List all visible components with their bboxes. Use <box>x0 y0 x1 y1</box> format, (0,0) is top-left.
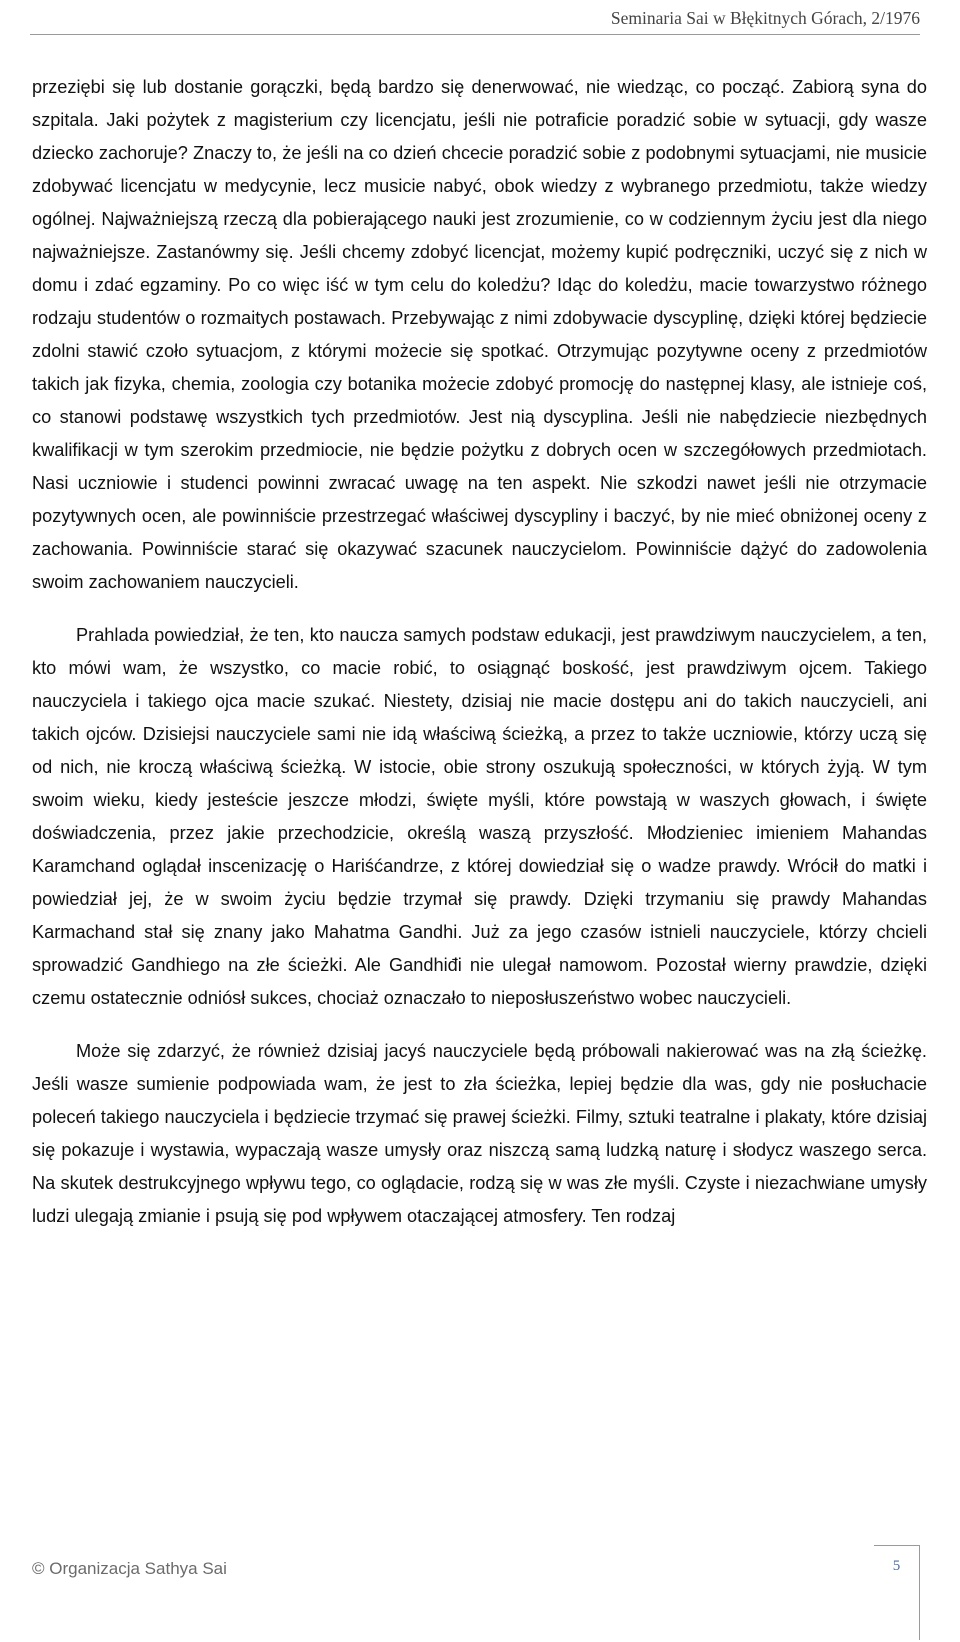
running-header: Seminaria Sai w Błękitnych Górach, 2/1976 <box>610 8 920 28</box>
paragraph-2: Prahlada powiedział, że ten, kto naucza samych podstaw edukacji, jest prawdziwym nauczycielem, a ten, kto mówi wam, że wszystko, co macie robić, to osiągnąć boskość, jest prawdziwym ojcem. Takiego nauczyciela i takiego ojca macie szukać. Niestety, dzisiaj nie macie dostępu ani do takich nauczycieli, ani takich ojców. Dzisiejsi nauczyciele sami nie idą właściwą ścieżką, a przez to także uczniowie, którzy uczą się od nich, nie kroczą właściwą ścieżką. W istocie, obie strony oszukują społeczności, w których żyją. W tym swoim wieku, kiedy jesteście jeszcze młodzi, święte myśli, które powstają w waszych głowach, i święte doświadczenia, przez jakie przechodzicie, określą waszą przyszłość. Młodzieniec imieniem Mahandas Karamchand oglądał inscenizację o Hariśćandrze, z której dowiedział się o wadze prawdy. Wrócił do matki i powiedział jej, że w swoim życiu będzie trzymał się prawdy. Dzięki trzymaniu się prawdy Mahandas Karmachand stał się znany jako Mahatma Gandhi. Już za jego czasów istnieli nauczyciele, którzy chcieli sprowadzić Gandhiego na złe ścieżki. Ale Gandhiđi nie ulegał namowom. Pozostał wierny prawdzie, dzięki czemu ostatecznie odniósł sukces, chociaż oznaczało to nieposłuszeństwo wobec nauczycieli. <box>32 625 927 1008</box>
header-rule <box>30 34 920 35</box>
page-number-box <box>874 1545 920 1640</box>
document-body <box>32 71 927 1233</box>
page-number: 5 <box>892 1558 901 1574</box>
paragraph-3: Może się zdarzyć, że również dzisiaj jacyś nauczyciele będą próbowali nakierować was na złą ścieżkę. Jeśli wasze sumienie podpowiada wam, że jest to zła ścieżka, lepiej będzie dla was, gdy nie posłuchacie poleceń takiego nauczyciela i będziecie trzymać się prawej ścieżki. Filmy, sztuki teatralne i plakaty, które dzisiaj się pokazuje i wystawia, wypaczają wasze umysły oraz niszczą samą ludzką naturę i słodycz waszego serca. Na skutek destrukcyjnego wpływu tego, co oglądacie, rodzą się w was złe myśli. Czyste i niezachwiane umysły ludzi ulegają zmianie i psują się pod wpływem otaczającej atmosfery. Ten rodzaj <box>32 1041 927 1226</box>
paragraph-1: przeziębi się lub dostanie gorączki, będą bardzo się denerwować, nie wiedząc, co począć. Zabiorą syna do szpitala. Jaki pożytek z magisterium czy licencjatu, jeśli nie potraficie poradzić sobie w sytuacji, gdy wasze dziecko zachoruje? Znaczy to, że jeśli na co dzień chcecie poradzić sobie z podobnymi sytuacjami, nie musicie zdobywać licencjatu w medycynie, lecz musicie nabyć, obok wiedzy z wybranego przedmiotu, także wiedzy ogólnej. Najważniejszą rzeczą dla pobierającego nauki jest zrozumienie, co w codziennym życiu jest dla niego najważniejsze. Zastanówmy się. Jeśli chcemy zdobyć licencjat, możemy kupić podręczniki, uczyć się z nich w domu i zdać egzaminy. Po co więc iść w tym celu do koledżu? Idąc do koledżu, macie towarzystwo różnego rodzaju studentów o rozmaitych postawach. Przebywając z nimi zdobywacie dyscyplinę, dzięki której będziecie zdolni stawić czoło sytuacjom, z którymi możecie się spotkać. Otrzymując pozytywne oceny z przedmiotów takich jak fizyka, chemia, zoologia czy botanika możecie zdobyć promocję do następnej klasy, ale istnieje coś, co stanowi podstawę wszystkich tych przedmiotów. Jest nią dyscyplina. Jeśli nie nabędziecie niezbędnych kwalifikacji w tym szerokim przedmiocie, nie będzie pożytku z dobrych ocen w szczegółowych przedmiotach. Nasi uczniowie i studenci powinni zwracać uwagę na ten aspekt. Nie szkodzi nawet jeśli nie otrzymacie pozytywnych ocen, ale powinniście przestrzegać właściwej dyscypliny i baczyć, by nie mieć obniżonej oceny z zachowania. Powinniście starać się okazywać szacunek nauczycielom. Powinniście dążyć do zadowolenia swoim zachowaniem nauczycieli. <box>32 77 927 592</box>
footer-copyright: © Organizacja Sathya Sai <box>32 1559 227 1578</box>
